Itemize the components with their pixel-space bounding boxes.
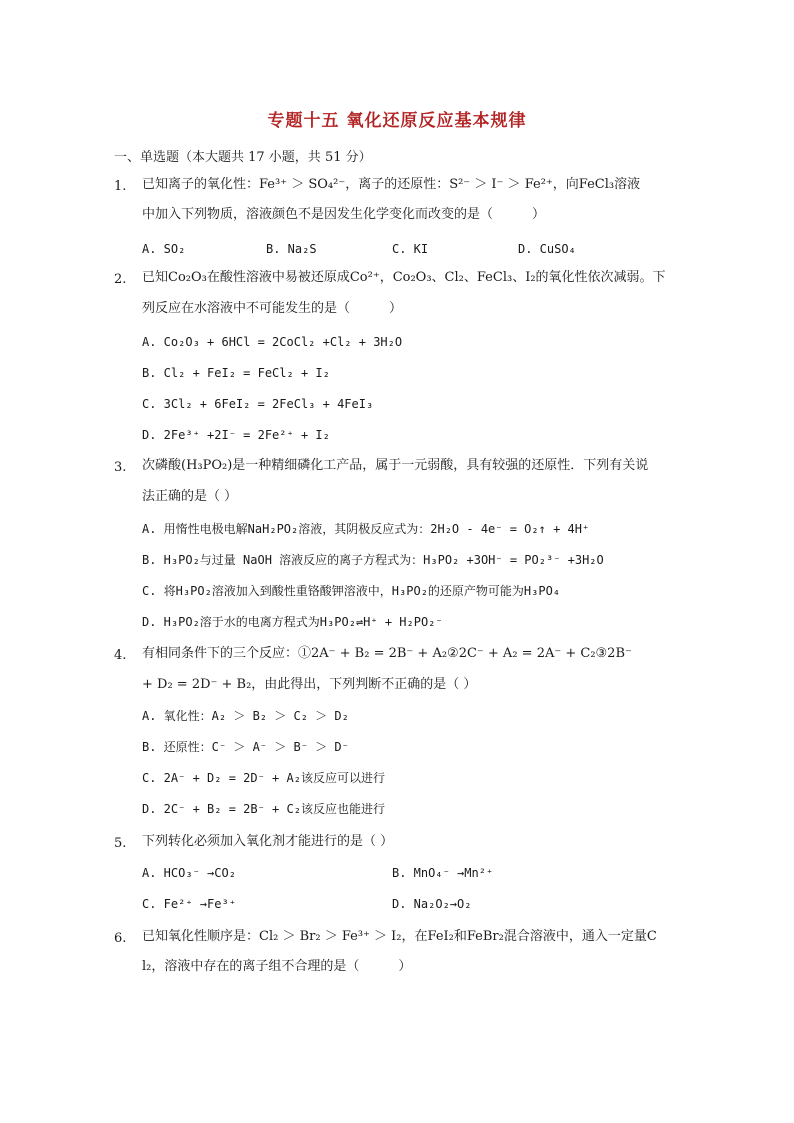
option-a: A. SO₂ <box>142 242 186 256</box>
option-b: B. 还原性：C⁻ ＞ A⁻ ＞ B⁻ ＞ D⁻ <box>142 740 349 754</box>
question-text: 列反应在水溶液中不可能发生的是（ ） <box>142 301 403 316</box>
option-b: B. Na₂S <box>266 242 317 256</box>
option-b: B. MnO₄⁻ →Mn²⁺ <box>392 866 494 880</box>
option-c: C. 3Cl₂ + 6FeI₂ = 2FeCl₃ + 4FeI₃ <box>142 397 374 411</box>
option-d: D. 2C⁻ + B₂ = 2B⁻ + C₂该反应也能进行 <box>142 802 385 816</box>
option-a: A. 用惰性电极电解NaH₂PO₂溶液，其阴极反应式为：2H₂O - 4e⁻ = O₂↑ + 4H⁺ <box>142 522 590 536</box>
question-text: 法正确的是（ ） <box>142 489 238 504</box>
question-text: 次磷酸(H₃PO₂)是一种精细磷化工产品，属于一元弱酸，具有较强的还原性．下列有关说 <box>142 458 649 473</box>
page-title: 专题十五 氧化还原反应基本规律 <box>267 111 527 131</box>
option-a: A. HCO₃⁻ →CO₂ <box>142 866 236 880</box>
option-b: B. H₃PO₂与过量 NaOH 溶液反应的离子方程式为：H₃PO₂ +3OH⁻ = PO₂³⁻ +3H₂O <box>142 553 604 567</box>
question-text: 已知氧化性顺序是：Cl₂ ＞ Br₂ ＞ Fe³⁺ ＞ I₂，在FeI₂和FeBr₂混合溶液中，通入一定量C <box>142 929 657 944</box>
question-number: 1. <box>114 179 127 194</box>
option-a: A. 氧化性：A₂ ＞ B₂ ＞ C₂ ＞ D₂ <box>142 709 349 723</box>
option-c: C. Fe²⁺ →Fe³⁺ <box>142 897 236 911</box>
question-text: 下列转化必须加入氧化剂才能进行的是（ ） <box>142 834 394 849</box>
question-text: l₂，溶液中存在的离子组不合理的是（ ） <box>142 959 412 974</box>
question-text: 有相同条件下的三个反应：①2A⁻ + B₂ = 2B⁻ + A₂②2C⁻ + A₂ = 2A⁻ + C₂③2B⁻ <box>142 646 632 661</box>
option-c: C. KI <box>392 242 429 256</box>
question-number: 5. <box>114 836 127 851</box>
section-heading: 一、单选题（本大题共 17 小题，共 51 分） <box>114 150 372 165</box>
option-a: A. Co₂O₃ + 6HCl = 2CoCl₂ +Cl₂ + 3H₂O <box>142 335 403 349</box>
question-number: 4. <box>114 648 127 663</box>
option-b: B. Cl₂ + FeI₂ = FeCl₂ + I₂ <box>142 366 330 380</box>
option-d: D. CuSO₄ <box>518 242 576 256</box>
option-d: D. Na₂O₂→O₂ <box>392 897 472 911</box>
question-text: 中加入下列物质，溶液颜色不是因发生化学变化而改变的是（ ） <box>142 207 546 222</box>
question-text: + D₂ = 2D⁻ + B₂，由此得出，下列判断不正确的是（ ） <box>142 677 477 692</box>
question-number: 3. <box>114 460 127 475</box>
option-d: D. 2Fe³⁺ +2I⁻ = 2Fe²⁺ + I₂ <box>142 428 330 442</box>
question-text: 已知离子的氧化性：Fe³⁺ ＞ SO₄²⁻，离子的还原性：S²⁻ ＞ I⁻ ＞ Fe²⁺，向FeCl₃溶液 <box>142 177 641 192</box>
question-text: 已知Co₂O₃在酸性溶液中易被还原成Co²⁺，Co₂O₃、Cl₂、FeCl₃、I₂的氧化性依次减弱。下 <box>142 270 666 285</box>
question-number: 2. <box>114 272 127 287</box>
option-c: C. 2A⁻ + D₂ = 2D⁻ + A₂该反应可以进行 <box>142 771 385 785</box>
option-d: D. H₃PO₂溶于水的电离方程式为H₃PO₂⇌H⁺ + H₂PO₂⁻ <box>142 615 443 629</box>
option-c: C. 将H₃PO₂溶液加入到酸性重铬酸钾溶液中，H₃PO₂的还原产物可能为H₃PO₄ <box>142 584 561 598</box>
question-number: 6. <box>114 931 127 946</box>
